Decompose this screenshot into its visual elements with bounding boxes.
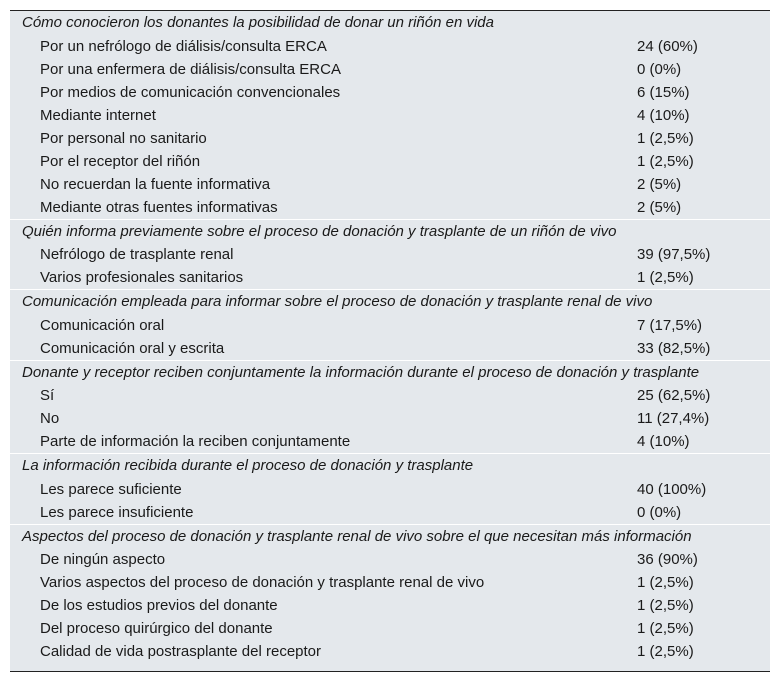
row-value: 1 (2,5%) (637, 620, 694, 637)
section-title: Comunicación empleada para informar sobre el proceso de donación y trasplante renal de vivo (22, 293, 653, 311)
table-row (10, 173, 770, 196)
row-label: Varios profesionales sanitarios (40, 269, 244, 286)
table-section (10, 525, 770, 664)
table-row (10, 35, 770, 58)
row-label: Comunicación oral (40, 316, 165, 334)
row-label: De ningún aspecto (40, 551, 166, 568)
table-row (10, 196, 770, 219)
row-value: 4 (10%) (637, 106, 690, 124)
table-row (10, 501, 770, 524)
section-title: La información recibida durante el proceso de donación y trasplante (22, 457, 474, 475)
table-row (10, 58, 770, 81)
row-value: 6 (15%) (637, 83, 690, 101)
table-section (10, 11, 770, 219)
row-value: 1 (2,5%) (637, 152, 694, 170)
table-row (10, 430, 770, 453)
row-label: Les parece suficiente (40, 480, 182, 498)
row-value: 1 (2,5%) (637, 597, 694, 614)
row-value: 40 (100%) (637, 480, 707, 498)
section-title: Cómo conocieron los donantes la posibilidad de donar un riñón en vida (22, 14, 494, 32)
row-value: 2 (5%) (637, 175, 682, 193)
table-row (10, 266, 770, 289)
table-row (10, 104, 770, 127)
row-label: Les parece insuficiente (40, 503, 194, 521)
table-row (10, 571, 770, 594)
row-value: 24 (60%) (637, 37, 698, 55)
table-row (10, 243, 770, 266)
row-value: 1 (2,5%) (637, 129, 694, 147)
table-row (10, 384, 770, 407)
row-label: Por el receptor del riñón (40, 152, 201, 170)
row-value: 1 (2,5%) (637, 574, 694, 591)
row-value: 25 (62,5%) (637, 387, 711, 404)
row-label: Por una enfermera de diálisis/consulta ERCA (40, 60, 341, 78)
section-title: Quién informa previamente sobre el proceso de donación y trasplante de un riñón de vivo (22, 222, 617, 240)
table-row (10, 478, 770, 501)
row-label: No recuerdan la fuente informativa (40, 175, 271, 193)
row-value: 0 (0%) (637, 503, 682, 521)
row-label: Varios aspectos del proceso de donación y trasplante renal de vivo (40, 574, 485, 591)
row-label: Por un nefrólogo de diálisis/consulta ERCA (40, 37, 327, 55)
table-section (10, 220, 770, 290)
row-label: Por medios de comunicación convencionales (40, 83, 341, 101)
row-label: Del proceso quirúrgico del donante (40, 620, 273, 637)
row-label: De los estudios previos del donante (40, 597, 278, 614)
table-row (10, 81, 770, 104)
table-row (10, 127, 770, 150)
row-label: Parte de información la reciben conjuntamente (40, 433, 351, 450)
table-row (10, 150, 770, 173)
table-row (10, 337, 770, 360)
row-label: Comunicación oral y escrita (40, 339, 225, 357)
row-value: 4 (10%) (637, 433, 690, 450)
table-section (10, 361, 770, 454)
row-label: Calidad de vida postrasplante del receptor (40, 643, 322, 660)
table-row (10, 548, 770, 571)
row-value: 1 (2,5%) (637, 643, 694, 660)
row-value: 33 (82,5%) (637, 339, 711, 357)
row-value: 36 (90%) (637, 551, 698, 568)
table-section (10, 290, 770, 360)
section-title: Donante y receptor reciben conjuntamente la información durante el proceso de donación y trasplante (22, 363, 700, 381)
section-title: Aspectos del proceso de donación y trasplante renal de vivo sobre el que necesitan más información (22, 527, 692, 545)
table-row (10, 617, 770, 640)
row-value: 11 (27,4%) (637, 410, 710, 427)
table-section (10, 454, 770, 524)
row-value: 0 (0%) (637, 60, 682, 78)
row-label: Sí (40, 387, 55, 404)
row-label: No (40, 410, 60, 427)
table-row (10, 640, 770, 663)
table-row (10, 407, 770, 430)
data-table (10, 10, 770, 672)
row-label: Nefrólogo de trasplante renal (40, 246, 234, 263)
table-row (10, 314, 770, 337)
row-value: 39 (97,5%) (637, 246, 711, 263)
row-value: 2 (5%) (637, 198, 682, 216)
row-label: Mediante internet (40, 106, 156, 124)
table-row (10, 594, 770, 617)
row-label: Mediante otras fuentes informativas (40, 198, 278, 216)
row-label: Por personal no sanitario (40, 129, 207, 147)
row-value: 1 (2,5%) (637, 269, 694, 286)
row-value: 7 (17,5%) (637, 316, 703, 334)
